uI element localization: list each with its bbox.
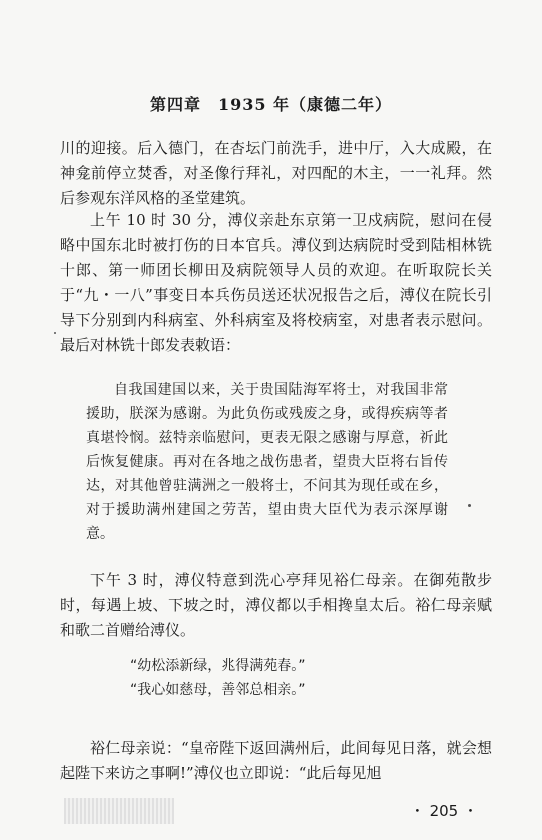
scan-speck [468, 504, 471, 507]
poem-line-2: “我心如慈母，善邻总相亲。” [130, 682, 306, 698]
paragraph-2: 上午 10 时 30 分，溥仪亲赴东京第一卫戍病院，慰问在侵略中国东北时被打伤的日本官兵。溥仪到达病院时受到陆相林铣十郎、第一师团长柳田及病院领导人员的欢迎。在听取院长关于“九・一八”事变日本兵伤员送还状况报告之后，溥仪在院长引导下分别到内科病室、外科病室及将校病室，对患者表示慰问。最后对林铣十郎发表敕语： [60, 211, 492, 354]
page-number: ・ 205 ・ [409, 802, 478, 820]
scan-speck [54, 332, 56, 334]
paragraph-3: 下午 3 时，溥仪特意到洗心亭拜见裕仁母亲。在御苑散步时，每遇上坡、下坡之时，溥仪都以手相搀皇太后。裕仁母亲赋和歌二首赠给溥仪。 [60, 571, 492, 639]
scan-shade [64, 798, 174, 824]
poem-block [130, 654, 450, 702]
poem-line-1: “幼松添新绿，兆得满苑春。” [130, 658, 306, 674]
paragraph-1: 川的迎接。后入德门，在杏坛门前洗手，进中厅，入大成殿，在神龛前停立焚香，对圣像行拜礼，对四配的木主，一一礼拜。然后参观东洋风格的圣堂建筑。 [60, 139, 492, 207]
chapter-header: 第四章 1935 年（康德二年） [149, 95, 393, 114]
imperial-edict-quote: 自我国建国以来，关于贵国陆海军将士，对我国非常援助，朕深为感谢。为此负伤或残废之身，或得疾病等者真堪怜悯。兹特亲临慰问，更表无限之感谢与厚意，祈此后恢复健康。再对在各地之战伤患者，望贵大臣将右旨传达，对其他曾驻满洲之一般将士，不问其为现任或在乡，对于援助满州建国之劳苦，望由贵大臣代为表示深厚谢意。 [86, 382, 448, 542]
paragraph-4: 裕仁母亲说：“皇帝陛下返回满州后，此间每见日落，就会想起陛下来访之事啊!”溥仪也立即说：“此后每见旭 [60, 739, 492, 782]
